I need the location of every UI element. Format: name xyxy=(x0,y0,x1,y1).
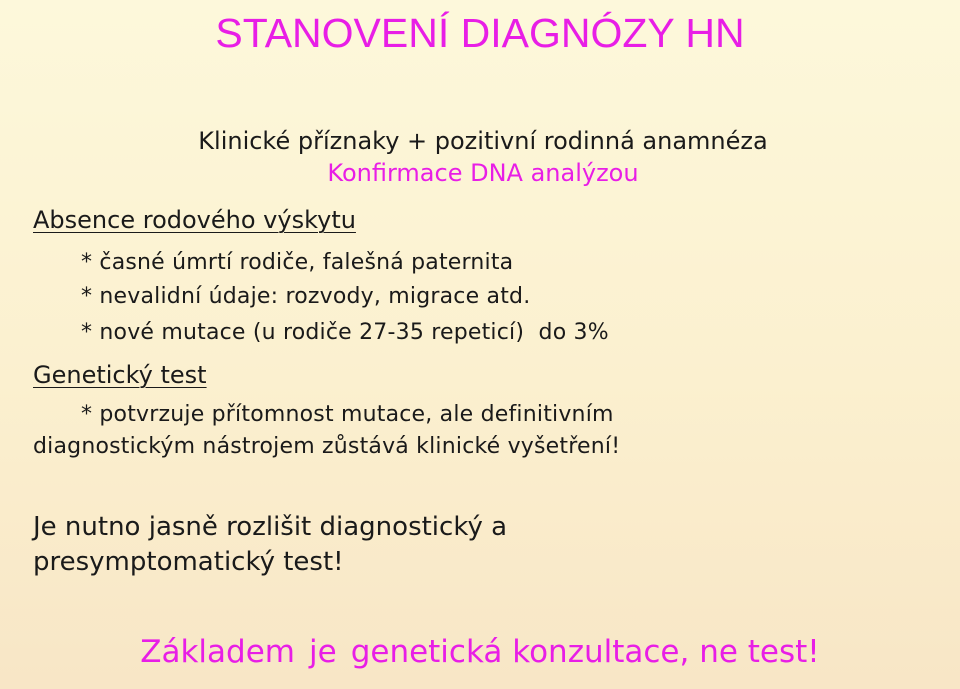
emphasis-line-1: Je nutno jasně rozlišit diagnostický a xyxy=(33,512,508,542)
intro-lead: Klinické příznaky + pozitivní rodinná anamnéza xyxy=(198,127,768,155)
footer-part-1: Základem xyxy=(140,634,295,670)
absence-heading: Absence rodového výskytu xyxy=(33,206,356,234)
absence-bullet-2: * nevalidní údaje: rozvody, migrace atd. xyxy=(81,284,531,309)
absence-bullet-1: * časné úmrtí rodiče, falešná paternita xyxy=(81,250,514,275)
emphasis-line-2: presymptomatický test! xyxy=(33,547,344,577)
absence-bullet-3: * nové mutace (u rodiče 27-35 repeticí) do 3% xyxy=(81,320,609,345)
genetic-test-line-1: * potvrzuje přítomnost mutace, ale definitivním xyxy=(81,402,614,427)
footer-statement xyxy=(0,633,960,671)
intro-confirm: Konfirmace DNA analýzou xyxy=(327,159,639,187)
footer-part-3: genetická konzultace, ne test! xyxy=(350,634,820,670)
footer-part-2: je xyxy=(309,634,337,670)
genetic-test-line-2: diagnostickým nástrojem zůstává klinické vyšetření! xyxy=(33,434,621,459)
slide-title: STANOVENÍ DIAGNÓZY HN xyxy=(215,10,745,56)
genetic-test-heading: Genetický test xyxy=(33,361,207,389)
